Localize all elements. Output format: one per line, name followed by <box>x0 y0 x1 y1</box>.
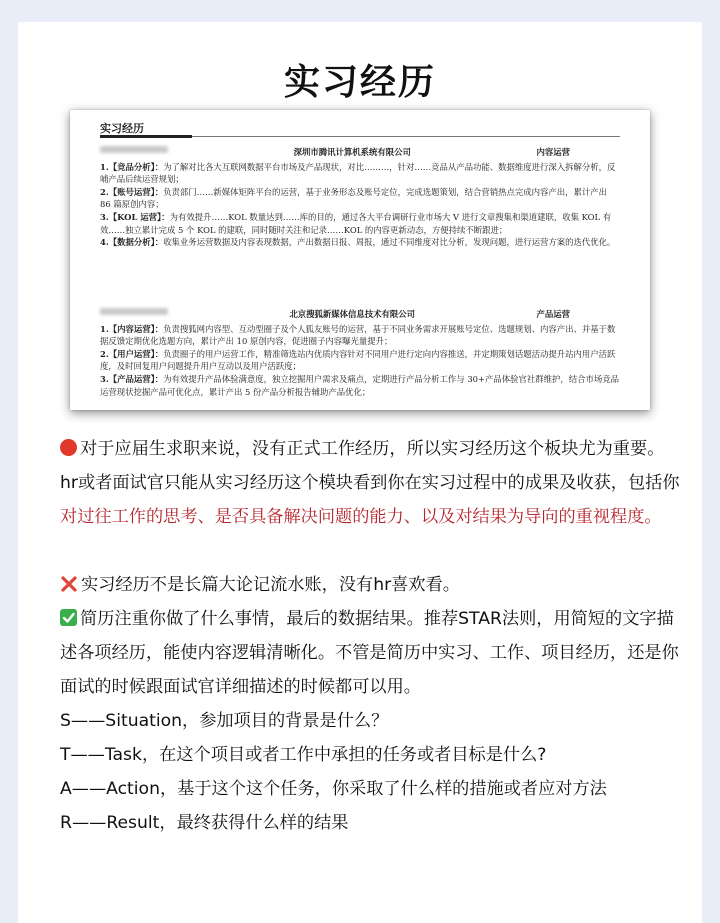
page-title: 实习经历 <box>283 62 436 103</box>
resume-item: 3.【KOL 运营】：为有效提升……KOL 数量达到……库的目的，通过各大平台调研行业市场大 V 进行文章搜集和渠道建联，收集 KOL 有效……独立累计完成 5 个 KOL 的建联，同时随时关注和记录……KOL 的内容更新动态，方便持续不断跟进； <box>100 211 612 235</box>
article-body <box>60 432 690 840</box>
resume-item: 2.【账号运营】：负责部门……新媒体矩阵平台的运营，基于业务形态及账号定位，完成选题策划，结合营销热点完成内容产出，累计产出 86 篇原创内容； <box>100 186 608 210</box>
star-situation: S——Situation，参加项目的背景是什么？ <box>60 711 389 731</box>
resume-item: 2.【用户运营】：负责圈子的用户运营工作，精准筛选站内优质内容针对不同用户进行定向内容推送，并定期策划话题活动提升站内用户活跃度，及时回复用户问题提升用户互动以及用户活跃度； <box>100 348 616 372</box>
paragraph-do: 简历注重你做了什么事情，最后的数据结果。推荐STAR法则，用简短的文字描述各项经历，能使内容逻辑清晰化。不管是简历中实习、工作、项目经历，还是你面试的时候跟面试官详细描述的时候都可以用。 <box>60 609 679 697</box>
resume-item: 4.【数据分析】：收集业务运营数据及内容表现数据，产出数据日报、周报，通过不同维度对比分析，发现问题，进行运营方案的迭代优化。 <box>100 237 616 248</box>
company-name: 北京搜狐新媒体信息技术有限公司 <box>289 309 416 319</box>
cross-mark-icon <box>60 575 78 593</box>
resume-divider-accent <box>100 135 192 138</box>
resume-screenshot <box>70 110 650 410</box>
paragraph-dont: 实习经历不是长篇大论记流水账，没有hr喜欢看。 <box>60 568 690 602</box>
resume-item: 1.【竞品分析】：为了解对比各大互联网数据平台市场及产品现状，对比………，针对……竞品从产品功能、数据维度进行深入拆解分析，反哺产品后续运营规划； <box>100 161 616 185</box>
star-action: A——Action，基于这个这个任务，你采取了什么样的措施或者应对方法 <box>60 779 607 799</box>
job-role: 产品运营 <box>536 309 570 319</box>
resume-entry-sohu <box>100 308 620 398</box>
company-name: 深圳市腾讯计算机系统有限公司 <box>293 147 411 157</box>
red-circle-icon <box>60 439 77 456</box>
check-mark-icon <box>60 609 77 626</box>
resume-item: 1.【内容运营】：负责搜狐网内容型、互动型圈子及个人狐友账号的运营，基于不同业务需求开展账号定位、选题规划、内容产出、并基于数据反馈定期优化选题方向，累计产出 10 原创内容，促进圈子内容曝光量提升； <box>100 323 616 347</box>
job-role: 内容运营 <box>536 147 570 157</box>
resume-section-heading: 实习经历 <box>100 122 144 135</box>
paragraph-hr-view: hr或者面试官只能从实习经历这个模块看到你在实习过程中的成果及收获，包括你对过往工作的思考、是否具备解决问题的能力、以及对结果为导向的重视程度。 <box>60 473 680 527</box>
star-result: R——Result，最终获得什么样的结果 <box>60 813 349 833</box>
resume-entry-tencent <box>100 146 620 249</box>
paragraph-importance: 对于应届生求职来说，没有正式工作经历，所以实习经历这个板块尤为重要。 <box>60 432 690 466</box>
article-card <box>18 22 702 923</box>
star-task: T——Task，在这个项目或者工作中承担的任务或者目标是什么? <box>60 745 547 765</box>
redacted-date <box>100 308 168 315</box>
resume-item: 3.【产品运营】：为有效提升产品体验满意度，独立挖掘用户需求及痛点，定期进行产品分析工作与 30+产品体验官社群维护，结合市场竞品运营现状挖掘产品可优化点，累计产出 5 份产品分析报告辅助产品优化； <box>100 373 620 397</box>
highlight-text: 对过往工作的思考、是否具备解决问题的能力、以及对结果为导向的重视程度。 <box>60 507 662 527</box>
redacted-date <box>100 146 168 153</box>
